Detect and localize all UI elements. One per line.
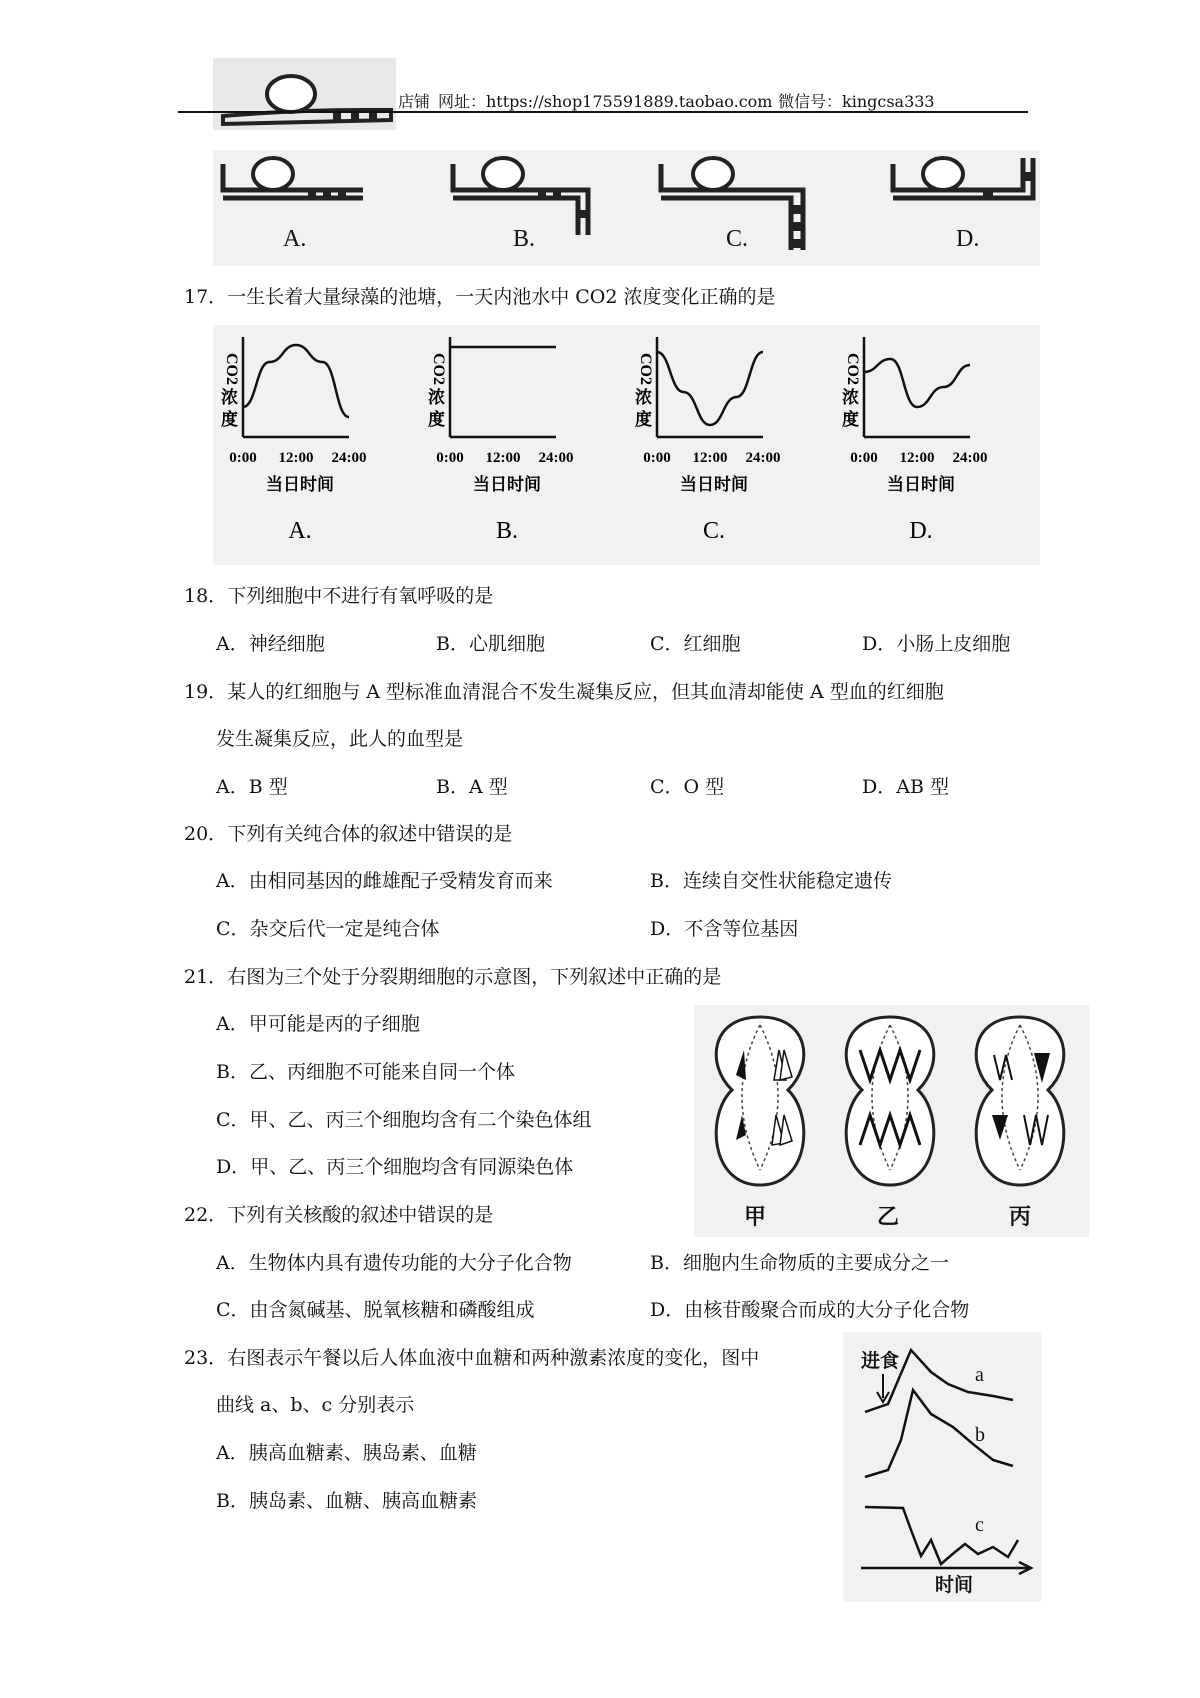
q16-options-figure: [213, 150, 1040, 266]
q21-option-d: D．甲、乙、丙三个细胞均含有同源染色体: [216, 1156, 574, 1178]
y-axis-label-co2: CO2: [430, 353, 447, 385]
q20-stem: [184, 822, 512, 846]
header-wechat: 微信号：kingcsa333: [778, 92, 935, 111]
x-tick-label: 0:00: [229, 450, 257, 466]
y-axis-label-conc-2: 度: [428, 410, 445, 430]
seedling-drawings: [213, 150, 1040, 266]
chart-panel-c: [627, 325, 834, 565]
q20-option-c: C．杂交后代一定是纯合体: [216, 918, 440, 940]
q18-option-a: A．神经细胞: [216, 633, 325, 655]
x-tick-label: 24:00: [538, 450, 574, 466]
q18-option-b: B．心肌细胞: [436, 633, 545, 655]
q21-option-c: C．甲、乙、丙三个细胞均含有二个染色体组: [216, 1109, 592, 1131]
y-axis-label-conc-2: 度: [221, 410, 238, 430]
q20-option-b: B．连续自交性状能稳定遗传: [650, 870, 892, 892]
q22-option-b: B．细胞内生命物质的主要成分之一: [650, 1252, 949, 1274]
q23-option-a: A．胰高血糖素、胰岛素、血糖: [216, 1442, 477, 1464]
q22-option-a: A．生物体内具有遗传功能的大分子化合物: [216, 1252, 572, 1274]
header-url: 网址：https://shop175591889.taobao.com: [438, 92, 773, 111]
seedling-option-a: A.: [283, 226, 307, 252]
time-label: 时间: [935, 1574, 974, 1596]
q22-option-c: C．由含氮碱基、脱氧核糖和磷酸组成: [216, 1299, 535, 1321]
header-logo: [213, 58, 396, 130]
q19-option-d: D．AB 型: [862, 776, 949, 798]
q18-text: 下列细胞中不进行有氧呼吸的是: [227, 585, 494, 607]
x-tick-label: 12:00: [278, 450, 314, 466]
q20-option-d: D．不含等位基因: [650, 918, 799, 940]
x-tick-label: 24:00: [952, 450, 988, 466]
chart-option-label: A.: [288, 518, 312, 544]
x-tick-label: 12:00: [485, 450, 521, 466]
co2-curve: [243, 345, 349, 417]
q19-text-line1: 某人的红细胞与 A 型标准血清混合不发生凝集反应，但其血清却能使 A 型血的红细胞: [227, 681, 944, 703]
q17-text: 一生长着大量绿藻的池塘，一天内池水中 CO2 浓度变化正确的是: [227, 286, 776, 308]
x-tick-label: 0:00: [643, 450, 671, 466]
q23-text-line2: 曲线 a、b、c 分别表示: [216, 1394, 415, 1416]
q19-number: 19．: [184, 681, 228, 703]
x-tick-label: 0:00: [436, 450, 464, 466]
seedling-d-drawing: [893, 158, 1033, 198]
cell-label-bing: 丙: [1009, 1205, 1032, 1230]
q23-stem: [184, 1346, 759, 1370]
q21-option-a: A．甲可能是丙的子细胞: [216, 1013, 420, 1035]
q19-option-a: A．B 型: [216, 776, 288, 798]
x-tick-label: 24:00: [745, 450, 781, 466]
chart-a-svg: [213, 325, 420, 565]
q19-option-b: B．A 型: [436, 776, 508, 798]
q23-number: 23．: [184, 1347, 228, 1369]
y-axis-label-co2: CO2: [223, 353, 240, 385]
seedling-b-drawing: [453, 158, 588, 235]
cell-label-yi: 乙: [877, 1205, 900, 1230]
chart-option-label: B.: [495, 518, 519, 544]
curve-label-c: c: [975, 1514, 984, 1536]
y-axis-label-conc-1: 浓: [428, 388, 445, 408]
x-tick-label: 24:00: [331, 450, 367, 466]
q23-hormone-figure: [843, 1332, 1041, 1602]
q22-stem: [184, 1203, 493, 1227]
x-axis-label: 当日时间: [887, 475, 955, 495]
q23-text-line1: 右图表示午餐以后人体血液中血糖和两种激素浓度的变化，图中: [227, 1347, 760, 1369]
curve-c: [865, 1507, 1018, 1564]
q23-option-b: B．胰岛素、血糖、胰高血糖素: [216, 1490, 477, 1512]
cell-jia-drawing: [716, 1017, 804, 1185]
chart-b-svg: [420, 325, 627, 565]
cell-yi-drawing: [846, 1017, 934, 1185]
cell-label-jia: 甲: [744, 1205, 767, 1230]
q18-option-c: C．红细胞: [650, 633, 741, 655]
q19-stem: [184, 680, 944, 704]
y-axis-label-co2: CO2: [844, 353, 861, 385]
curve-label-a: a: [975, 1364, 984, 1386]
chart-c-svg: [627, 325, 834, 565]
co2-curve: [864, 359, 970, 407]
header-rule: [178, 111, 1028, 113]
x-axis-label: 当日时间: [680, 475, 748, 495]
q20-option-a: A．由相同基因的雌雄配子受精发育而来: [216, 870, 553, 892]
y-axis-label-conc-2: 度: [635, 410, 652, 430]
co2-curve: [657, 352, 763, 425]
q21-number: 21．: [184, 966, 228, 988]
chart-option-label: D.: [909, 518, 933, 544]
chart-d-svg: [834, 325, 1041, 565]
chart-panel-b: [420, 325, 627, 565]
x-axis-label: 当日时间: [266, 475, 334, 495]
q21-stem: [184, 965, 721, 989]
seedling-a-drawing: [223, 158, 363, 198]
chart-panel-d: [834, 325, 1041, 565]
chart-option-label: C.: [702, 518, 726, 544]
q22-text: 下列有关核酸的叙述中错误的是: [227, 1204, 494, 1226]
eat-label: 进食: [861, 1350, 900, 1372]
q21-option-b: B．乙、丙细胞不可能来自同一个体: [216, 1061, 515, 1083]
q20-number: 20．: [184, 823, 228, 845]
seedling-option-b: B.: [513, 226, 536, 252]
chart-panel-a: [213, 325, 420, 565]
q21-text: 右图为三个处于分裂期细胞的示意图，下列叙述中正确的是: [227, 966, 722, 988]
header-shop-fragment: 店铺: [398, 92, 431, 111]
q18-number: 18．: [184, 585, 228, 607]
q17-stem: [184, 285, 775, 309]
q18-stem: [184, 584, 493, 608]
q22-number: 22．: [184, 1204, 228, 1226]
y-axis-label-conc-1: 浓: [842, 388, 859, 408]
x-tick-label: 12:00: [899, 450, 935, 466]
q19-text-line2: 发生凝集反应，此人的血型是: [216, 728, 464, 750]
y-axis-label-co2: CO2: [637, 353, 654, 385]
y-axis-label-conc-1: 浓: [635, 388, 652, 408]
curve-label-b: b: [975, 1424, 985, 1446]
x-tick-label: 0:00: [850, 450, 878, 466]
y-axis-label-conc-1: 浓: [221, 388, 238, 408]
q22-option-d: D．由核苷酸聚合而成的大分子化合物: [650, 1299, 970, 1321]
seedling-option-d: D.: [956, 226, 980, 252]
q18-option-d: D．小肠上皮细胞: [862, 633, 1011, 655]
q20-text: 下列有关纯合体的叙述中错误的是: [227, 823, 513, 845]
q17-number: 17．: [184, 286, 228, 308]
q21-cells-figure: [694, 1005, 1089, 1237]
seedling-option-c: C.: [726, 226, 749, 252]
x-tick-label: 12:00: [692, 450, 728, 466]
seedling-logo-icon: [213, 58, 396, 130]
y-axis-label-conc-2: 度: [842, 410, 859, 430]
cell-bing-drawing: [976, 1017, 1064, 1185]
x-axis-label: 当日时间: [473, 475, 541, 495]
q19-option-c: C．O 型: [650, 776, 725, 798]
